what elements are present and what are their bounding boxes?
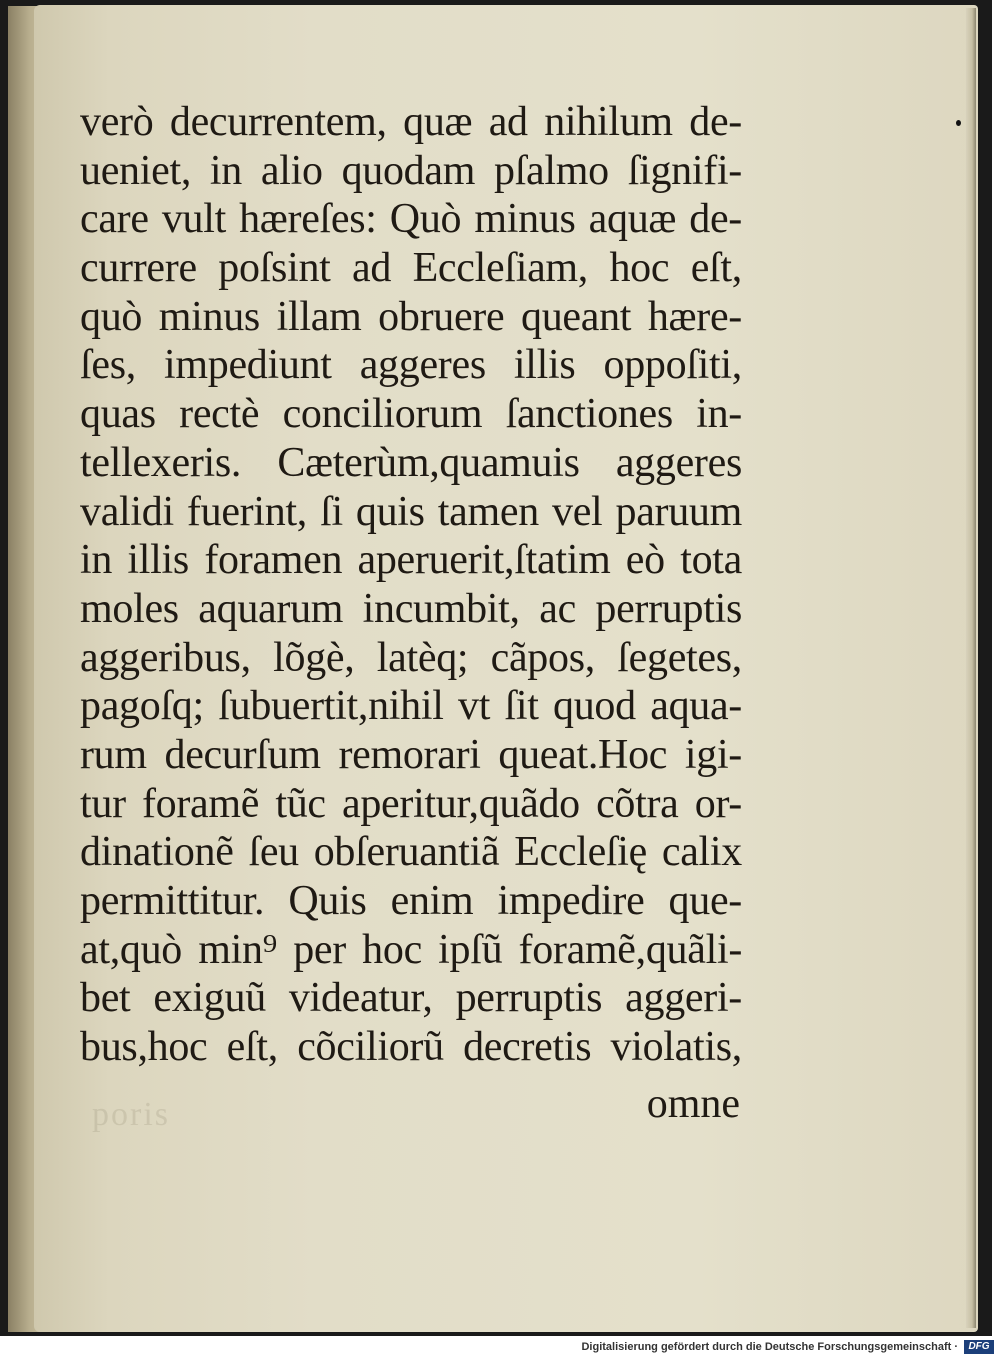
text-line: bus,hoc eſt, cõciliorũ decretis violatis,: [80, 1024, 742, 1071]
dfg-logo: DFG: [964, 1340, 994, 1354]
text-line: quas rectè conciliorum ſanctiones in-: [80, 391, 742, 438]
text-line: rum decurſum remorari queat.Hoc igi-: [80, 731, 742, 778]
text-line: verò decurrentem, quæ ad nihilum de-: [80, 99, 742, 145]
footer-bar: [0, 1336, 1000, 1360]
text-line: tur foramẽ tũc aperitur,quãdo cõtra or-: [80, 780, 742, 827]
text-line: quò minus illam obruere queant hære-: [80, 293, 742, 340]
page-edge: [966, 8, 976, 1328]
text-line: dinationẽ ſeu obſeruantiã Eccleſię calix: [80, 829, 742, 876]
text-line: at,quò min⁹ per hoc ipſũ foramẽ,quãli-: [80, 926, 742, 973]
text-line: care vult hæreſes: Quò minus aquæ de-: [80, 196, 742, 243]
catchword: omne: [646, 1081, 740, 1127]
text-line: tellexeris. Cæterùm,quamuis aggeres: [80, 439, 742, 486]
text-line: permittitur. Quis enim impedire que-: [80, 878, 742, 924]
text-line: aggeribus, lõgè, latèq; cãpos, ſegetes,: [80, 634, 742, 681]
text-line: ueniet, in alio quodam pſalmo ſignifi-: [80, 147, 742, 194]
text-line: ſes, impediunt aggeres illis oppoſiti,: [80, 342, 742, 389]
text-line: validi fuerint, ſi quis tamen vel paruum: [80, 488, 742, 535]
text-line: in illis foramen aperuerit,ſtatim eò tota: [80, 537, 742, 584]
funding-credit: Digitalisierung gefördert durch die Deutsche Forschungsgemeinschaft ·: [581, 1341, 958, 1353]
body-text: [80, 98, 742, 1072]
text-line: pagoſq; ſubuertit,nihil vt ſit quod aqua-: [80, 683, 742, 730]
text-line: bet exiguũ videatur, perruptis aggeri-: [80, 975, 742, 1022]
text-line: currere poſsint ad Eccleſiam, hoc eſt,: [80, 245, 742, 292]
scan-mark: [956, 120, 961, 126]
bleed-through-text: poris: [92, 1096, 170, 1133]
text-line: moles aquarum incumbit, ac perruptis: [80, 585, 742, 632]
